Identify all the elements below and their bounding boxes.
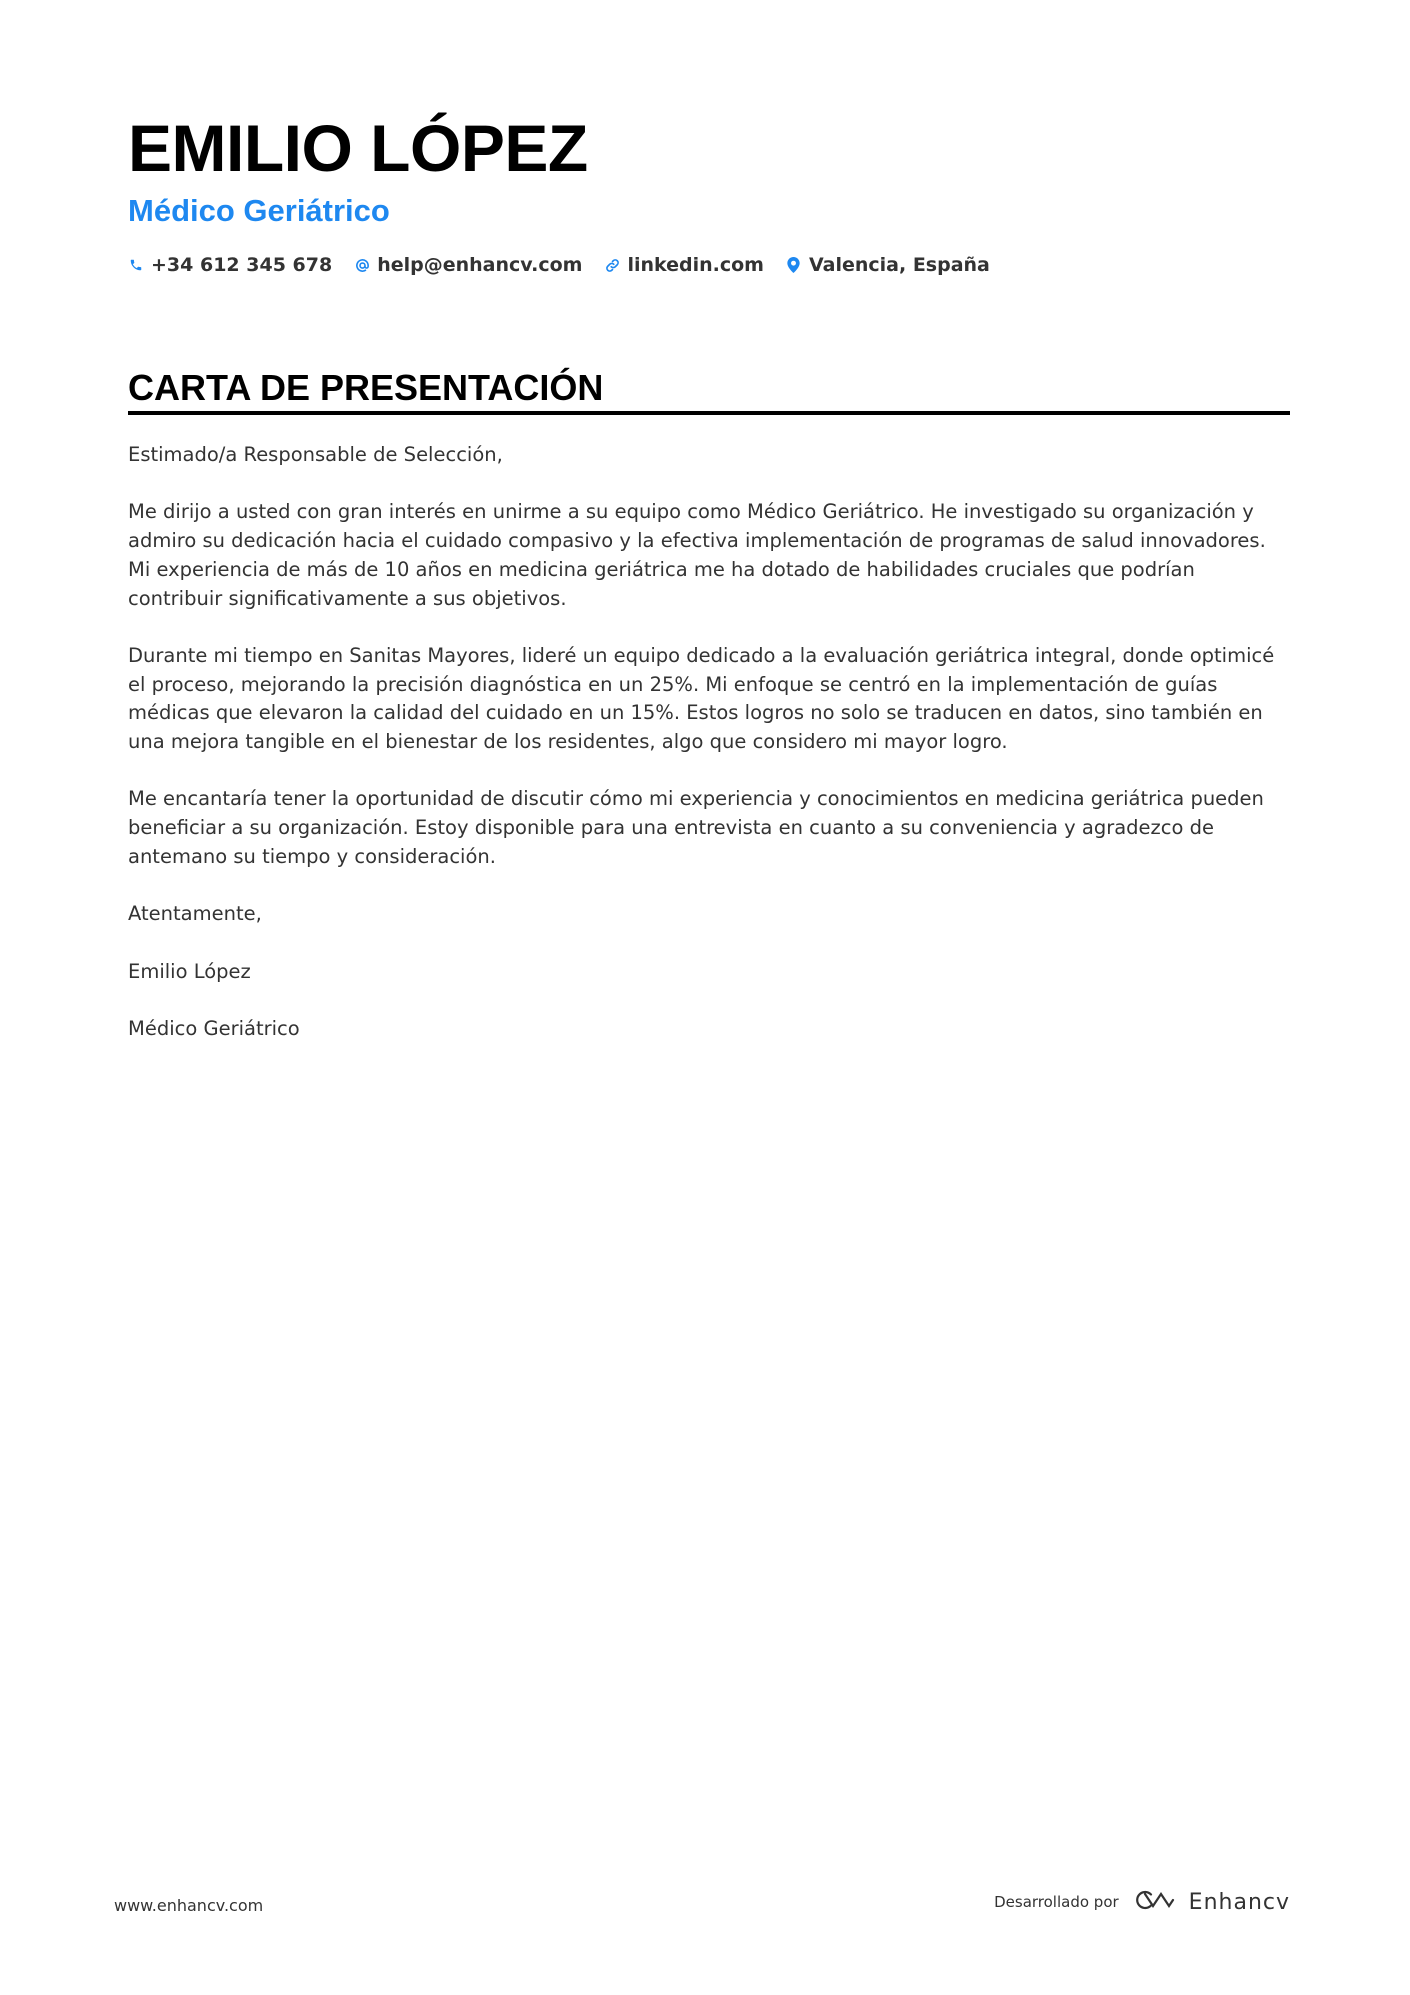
signature-name: Emilio López [128,959,251,983]
letter-paragraph: Durante mi tiempo en Sanitas Mayores, lideré un equipo dedicado a la evaluación geriátrica integral, donde optimicé el proceso, mejorando la precisión diagnóstica en un 25%. Mi enfoque se centró en la implementación de guías médicas que elevaron la calidad del cuidado en un 15%. Estos logros no solo se traducen en datos, sino también en una mejora tangible en el bienestar de los residentes, algo que considero mi mayor logro. [128,643,1275,753]
location-pin-icon [786,255,802,275]
enhancv-logo-icon [1131,1888,1177,1916]
section-title: CARTA DE PRESENTACIÓN [128,367,604,408]
letter-paragraph: Me dirijo a usted con gran interés en unirme a su equipo como Médico Geriátrico. He investigado su organización y admiro su dedicación hacia el cuidado compasivo y la efectiva implementación de programas de salud innovadores. Mi experiencia de más de 10 años en medicina geriátrica me ha dotado de habilidades cruciales que podrían contribuir significativamente a sus objetivos. [128,500,1266,610]
applicant-name: EMILIO LÓPEZ [128,111,588,185]
contact-linkedin-text: linkedin.com [627,254,764,276]
section-divider [128,411,1290,415]
link-icon [604,255,620,275]
contact-email[interactable] [354,254,582,276]
footer-powered-by: Desarrollado por [994,1893,1119,1911]
letter-salutation: Estimado/a Responsable de Selección, [128,443,503,466]
applicant-role: Médico Geriátrico [128,193,390,228]
footer-brand-name: Enhancv [1188,1889,1290,1915]
footer-brand[interactable] [994,1888,1290,1916]
phone-icon [128,255,144,275]
at-icon [354,255,370,275]
letter-body [128,441,1290,1072]
signature-title: Médico Geriátrico [128,1016,300,1040]
contact-location [786,254,990,276]
contact-location-text: Valencia, España [808,254,990,276]
contact-phone-text: +34 612 345 678 [151,254,333,276]
contact-bar [128,254,990,276]
letter-paragraph: Me encantaría tener la oportunidad de discutir cómo mi experiencia y conocimientos en medicina geriátrica pueden beneficiar a su organización. Estoy disponible para una entrevista en cuanto a su conveniencia y agradezco de antemano su tiempo y consideración. [128,787,1264,868]
footer-url[interactable]: www.enhancv.com [114,1896,264,1915]
contact-phone[interactable] [128,254,332,276]
letter-closing: Atentamente, [128,902,262,926]
contact-linkedin[interactable] [604,254,764,276]
contact-email-text: help@enhancv.com [377,254,583,276]
